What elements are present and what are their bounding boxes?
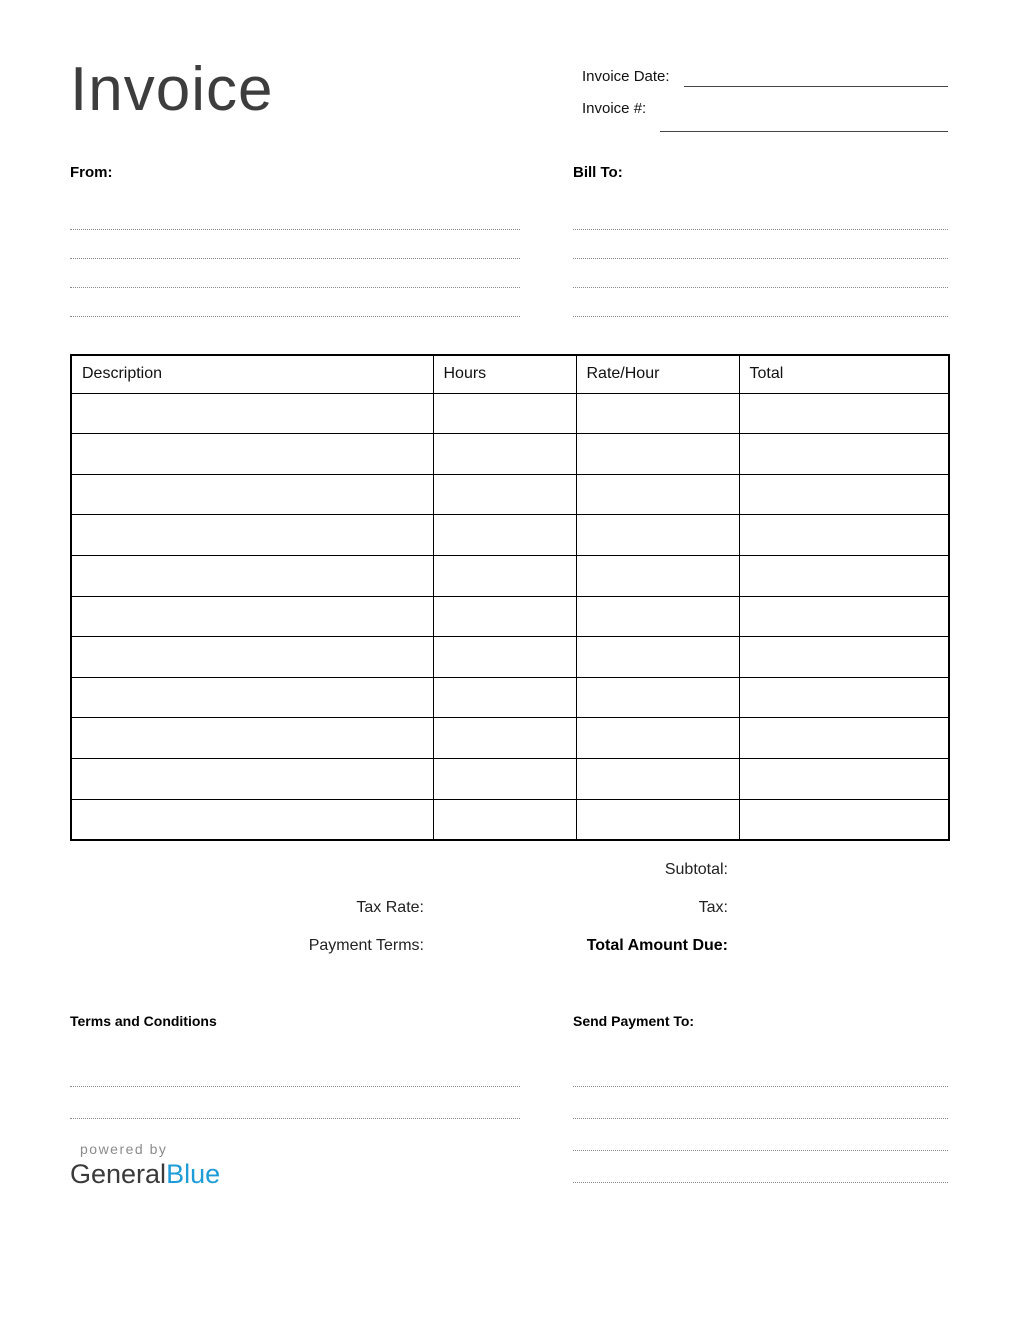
powered-by-text: powered by (80, 1140, 168, 1157)
terms-block (70, 1013, 520, 1190)
footer-section (70, 1013, 948, 1190)
table-cell (739, 434, 949, 475)
column-gap (520, 164, 573, 317)
table-cell (433, 393, 576, 434)
from-lines (70, 201, 520, 317)
table-cell (739, 556, 949, 597)
header-hours: Hours (433, 355, 576, 393)
table-cell (71, 677, 433, 718)
brand-blue-text: Blue (166, 1158, 221, 1189)
fill-in-line (70, 1087, 520, 1119)
table-cell (433, 556, 576, 597)
table-row (71, 515, 949, 556)
bill-to-lines (573, 201, 948, 317)
fill-in-line (573, 1151, 948, 1183)
line-items-section (70, 354, 948, 841)
table-cell (71, 556, 433, 597)
table-cell (576, 718, 739, 759)
table-cell (71, 718, 433, 759)
fill-in-line (573, 230, 948, 259)
table-cell (433, 434, 576, 475)
table-row (71, 434, 949, 475)
table-cell (739, 799, 949, 840)
fill-in-line (70, 1055, 520, 1087)
from-block (70, 164, 520, 317)
terms-heading: Terms and Conditions (70, 1012, 217, 1029)
page-title: Invoice (70, 55, 274, 124)
table-row (71, 677, 949, 718)
table-row (71, 718, 949, 759)
total-due-row (70, 927, 948, 965)
header-description: Description (71, 355, 433, 393)
brand-logo (70, 1159, 520, 1190)
table-cell (433, 515, 576, 556)
parties-section (70, 164, 948, 317)
table-cell (433, 637, 576, 678)
invoice-number-line (660, 131, 948, 132)
invoice-meta (582, 56, 948, 119)
header-total: Total (739, 355, 949, 393)
fill-in-line (70, 230, 520, 259)
bill-to-block (573, 164, 948, 317)
line-items-table (70, 354, 950, 841)
table-cell (576, 515, 739, 556)
table-cell (739, 474, 949, 515)
table-cell (739, 596, 949, 637)
table-cell (433, 677, 576, 718)
fill-in-line (70, 288, 520, 317)
table-cell (576, 799, 739, 840)
fill-in-line (573, 201, 948, 230)
payment-terms-label: Payment Terms: (308, 936, 424, 954)
brand-general-text: General (70, 1158, 167, 1189)
fill-in-line (70, 259, 520, 288)
send-payment-lines (573, 1055, 948, 1183)
table-cell (71, 474, 433, 515)
table-cell (71, 759, 433, 800)
table-cell (576, 434, 739, 475)
header-rate-hour: Rate/Hour (576, 355, 739, 393)
table-body (71, 393, 949, 840)
brand-block (70, 1141, 520, 1190)
table-cell (433, 596, 576, 637)
fill-in-line (573, 1087, 948, 1119)
table-row (71, 556, 949, 597)
fill-in-line (573, 1119, 948, 1151)
fill-in-line (573, 288, 948, 317)
send-payment-block (573, 1013, 948, 1190)
table-cell (71, 596, 433, 637)
tax-row (70, 889, 948, 927)
table-cell (576, 556, 739, 597)
table-cell (576, 474, 739, 515)
invoice-date-line (684, 86, 948, 87)
fill-in-line (70, 201, 520, 230)
table-cell (576, 596, 739, 637)
table-cell (576, 393, 739, 434)
total-amount-due-label: Total Amount Due: (586, 936, 728, 954)
table-cell (576, 677, 739, 718)
table-cell (71, 515, 433, 556)
table-cell (576, 637, 739, 678)
invoice-date-row (582, 68, 948, 87)
table-cell (433, 718, 576, 759)
table-cell (739, 637, 949, 678)
table-cell (71, 637, 433, 678)
table-cell (71, 434, 433, 475)
table-row (71, 393, 949, 434)
column-gap (520, 1013, 573, 1190)
table-cell (433, 799, 576, 840)
table-row (71, 474, 949, 515)
table-header (71, 355, 949, 393)
table-cell (739, 677, 949, 718)
table-cell (433, 474, 576, 515)
invoice-number-label: Invoice #: (582, 100, 647, 117)
table-cell (433, 759, 576, 800)
tax-rate-label: Tax Rate: (356, 898, 424, 916)
table-cell (739, 759, 949, 800)
table-cell (71, 799, 433, 840)
subtotal-row (70, 851, 948, 889)
subtotal-label: Subtotal: (664, 860, 728, 878)
table-cell (739, 718, 949, 759)
table-row (71, 759, 949, 800)
table-cell (576, 759, 739, 800)
invoice-number-row (582, 100, 948, 119)
table-cell (739, 515, 949, 556)
table-row (71, 596, 949, 637)
send-payment-heading: Send Payment To: (573, 1012, 695, 1029)
table-header-row (71, 355, 949, 393)
terms-lines (70, 1055, 520, 1119)
table-row (71, 799, 949, 840)
from-label: From: (70, 164, 113, 182)
table-cell (739, 393, 949, 434)
fill-in-line (573, 259, 948, 288)
tax-label: Tax: (698, 898, 728, 916)
bill-to-label: Bill To: (573, 164, 623, 182)
header (70, 56, 948, 124)
fill-in-line (573, 1055, 948, 1087)
table-row (71, 637, 949, 678)
totals-section (70, 851, 948, 965)
table-cell (71, 393, 433, 434)
invoice-date-label: Invoice Date: (582, 68, 670, 85)
